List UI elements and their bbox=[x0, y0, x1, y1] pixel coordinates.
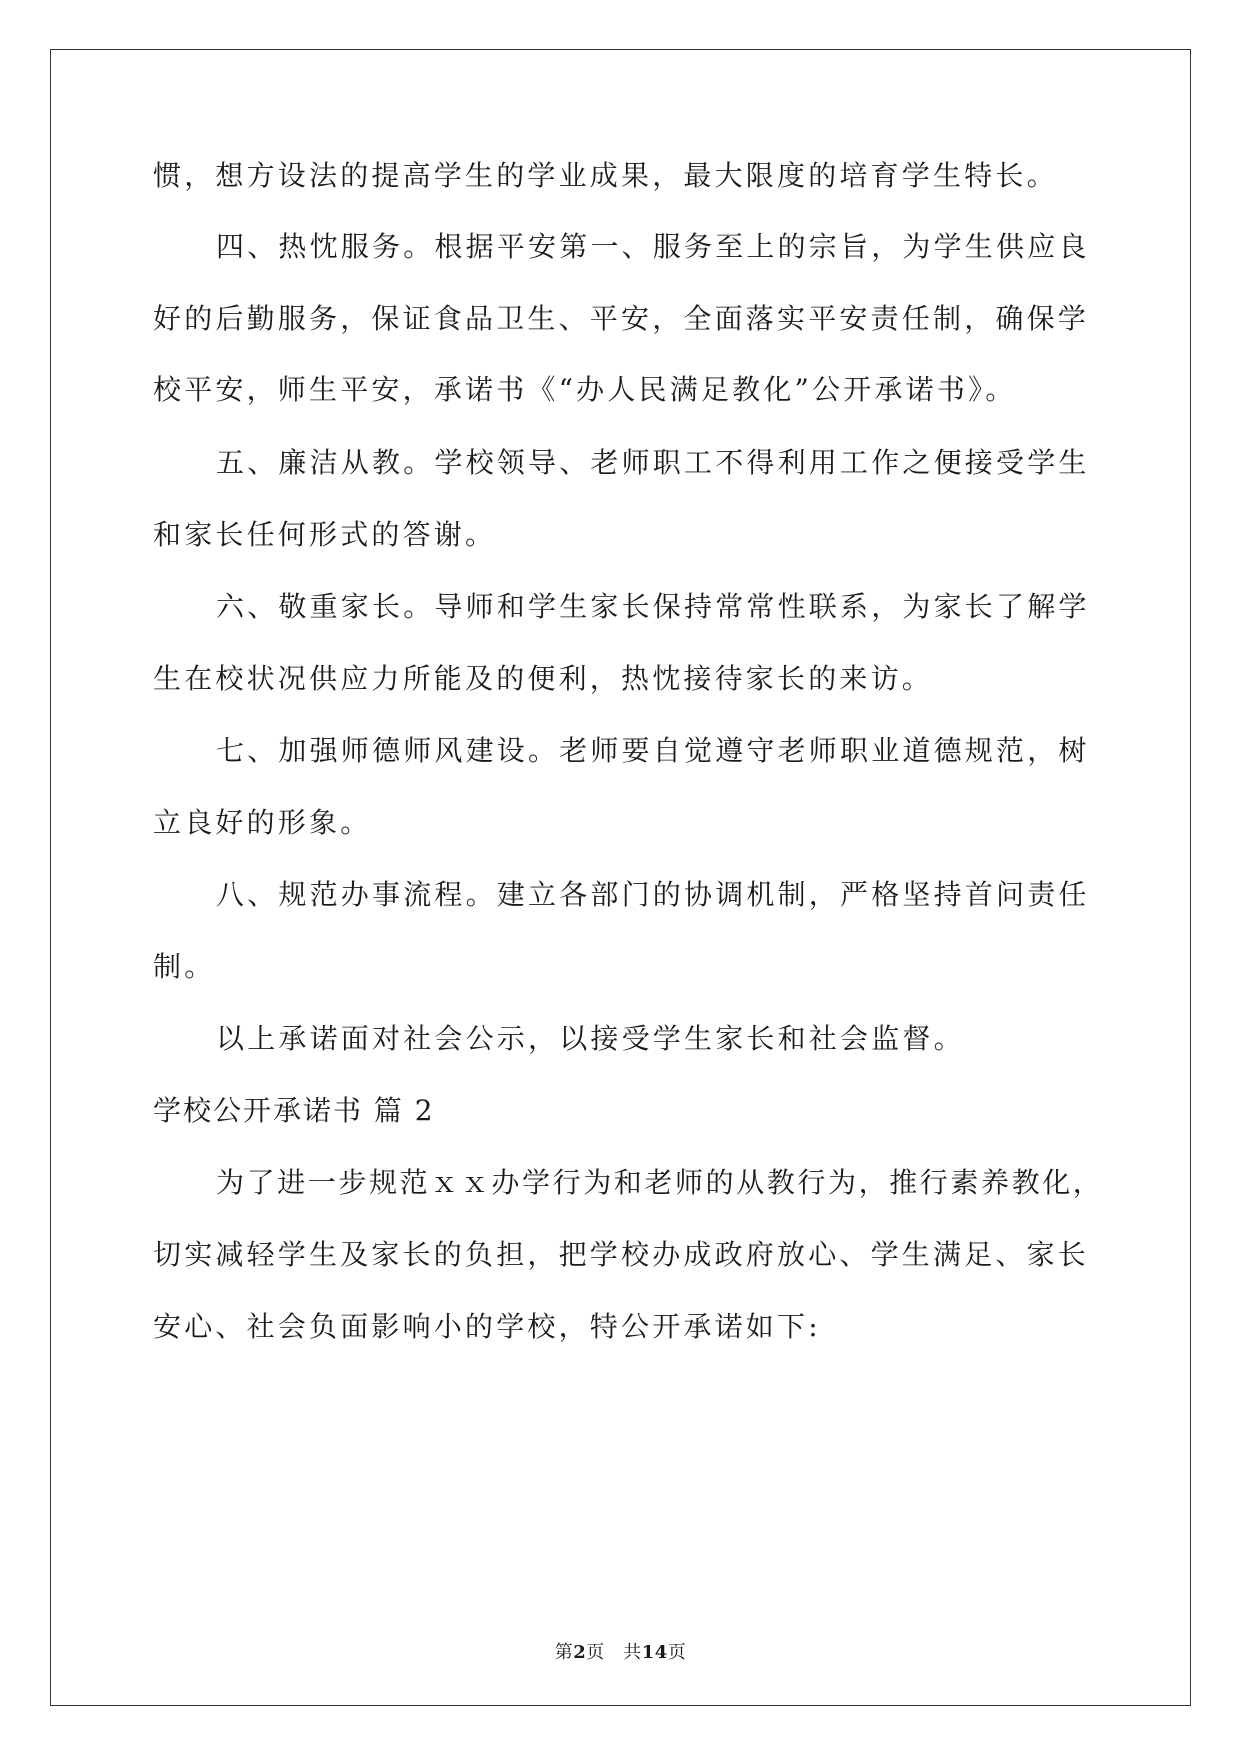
paragraph-start: 七、加强师德师风建设。老师要自觉遵守老师职业道德规范，树 bbox=[216, 734, 1090, 767]
page-number: 2 bbox=[573, 1642, 587, 1663]
page-footer bbox=[0, 1638, 1241, 1664]
text-line: 安心、社会负面影响小的学校，特公开承诺如下: bbox=[153, 1310, 821, 1343]
text-line: 立良好的形象。 bbox=[153, 806, 372, 839]
footer-mid: 页 共 bbox=[586, 1642, 642, 1663]
paragraph-start: 以上承诺面对社会公示，以接受学生家长和社会监督。 bbox=[216, 1022, 965, 1055]
total-pages: 14 bbox=[641, 1642, 668, 1663]
footer-suffix: 页 bbox=[667, 1642, 687, 1663]
paragraph-start: 四、热忱服务。根据平安第一、服务至上的宗旨，为学生供应良 bbox=[216, 230, 1090, 263]
text-line: 生在校状况供应力所能及的便利，热忱接待家长的来访。 bbox=[153, 662, 934, 695]
paragraph-start: 为了进一步规范ｘｘ办学行为和老师的从教行为，推行素养教化， bbox=[216, 1166, 1104, 1199]
text-line: 校平安，师生平安，承诺书《“办人民满足教化”公开承诺书》。 bbox=[153, 373, 1017, 406]
text-line: 制。 bbox=[153, 950, 216, 983]
text-line: 切实减轻学生及家长的负担，把学校办成政府放心、学生满足、家长 bbox=[153, 1238, 1090, 1271]
section-heading: 学校公开承诺书 篇 2 bbox=[153, 1094, 435, 1127]
paragraph-start: 六、敬重家长。导师和学生家长保持常常性联系，为家长了解学 bbox=[216, 590, 1090, 623]
paragraph-start: 八、规范办事流程。建立各部门的协调机制，严格坚持首问责任 bbox=[216, 878, 1090, 911]
text-line: 惯，想方设法的提高学生的学业成果，最大限度的培育学生特长。 bbox=[153, 159, 1058, 192]
text-line: 好的后勤服务，保证食品卫生、平安，全面落实平安责任制，确保学 bbox=[153, 302, 1090, 335]
paragraph-start: 五、廉洁从教。学校领导、老师职工不得利用工作之便接受学生 bbox=[216, 446, 1090, 479]
text-line: 和家长任何形式的答谢。 bbox=[153, 518, 497, 551]
footer-prefix: 第 bbox=[554, 1642, 574, 1663]
